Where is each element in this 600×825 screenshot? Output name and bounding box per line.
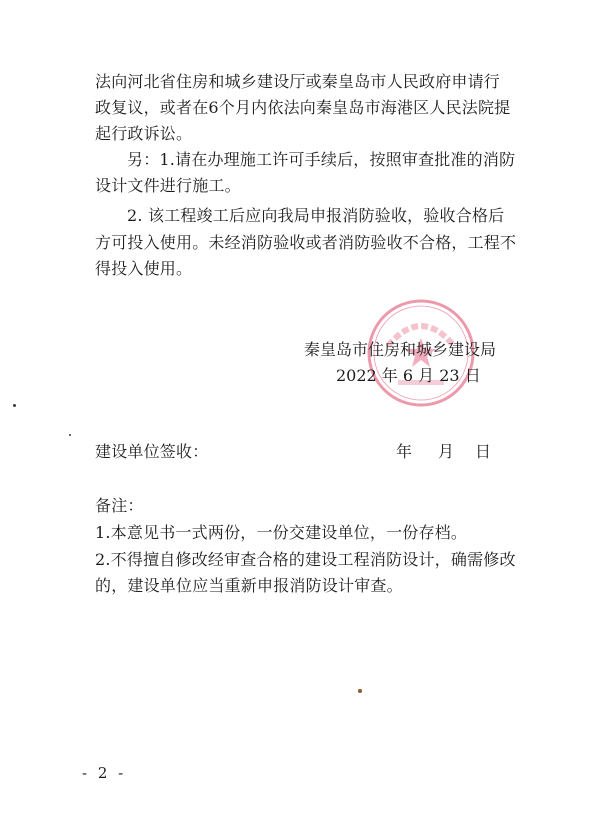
body-line-1: 法向河北省住房和城乡建设厅或秦皇岛市人民政府申请行 [95,72,501,91]
issuing-authority: 秦皇岛市住房和城乡建设局 [304,340,497,359]
body-line-2: 政复议，或者在6个月内依法向秦皇岛市海港区人民法院提 [95,98,511,117]
page-number: - 2 - [82,764,127,782]
body-line-7: 方可投入使用。未经消防验收或者消防验收不合格，工程不 [95,233,517,252]
body-line-5: 设计文件进行施工。 [95,176,241,195]
scan-speck [13,404,16,407]
issue-date: 2022 年 6 月 23 日 [336,366,481,385]
receipt-label: 建设单位签收： [95,442,209,461]
receipt-month: 月 [438,442,455,461]
receipt-day: 日 [475,442,492,461]
scan-speck [69,434,71,436]
body-line-8: 得投入使用。 [95,259,193,278]
scan-speck [358,689,362,693]
body-line-3: 起行政诉讼。 [95,124,193,143]
notes-item-2-cont: 的，建设单位应当重新申报消防设计审查。 [95,576,403,595]
receipt-year: 年 [396,442,413,461]
body-line-6: 2. 该工程竣工后应向我局申报消防验收，验收合格后 [127,206,505,225]
notes-title: 备注： [95,496,144,515]
notes-item-1: 1.本意见书一式两份，一份交建设单位，一份存档。 [95,523,468,542]
body-line-4: 另：1.请在办理施工许可手续后，按照审查批准的消防 [127,150,516,169]
notes-item-2: 2.不得擅自修改经审查合格的建设工程消防设计，确需修改 [95,550,516,569]
